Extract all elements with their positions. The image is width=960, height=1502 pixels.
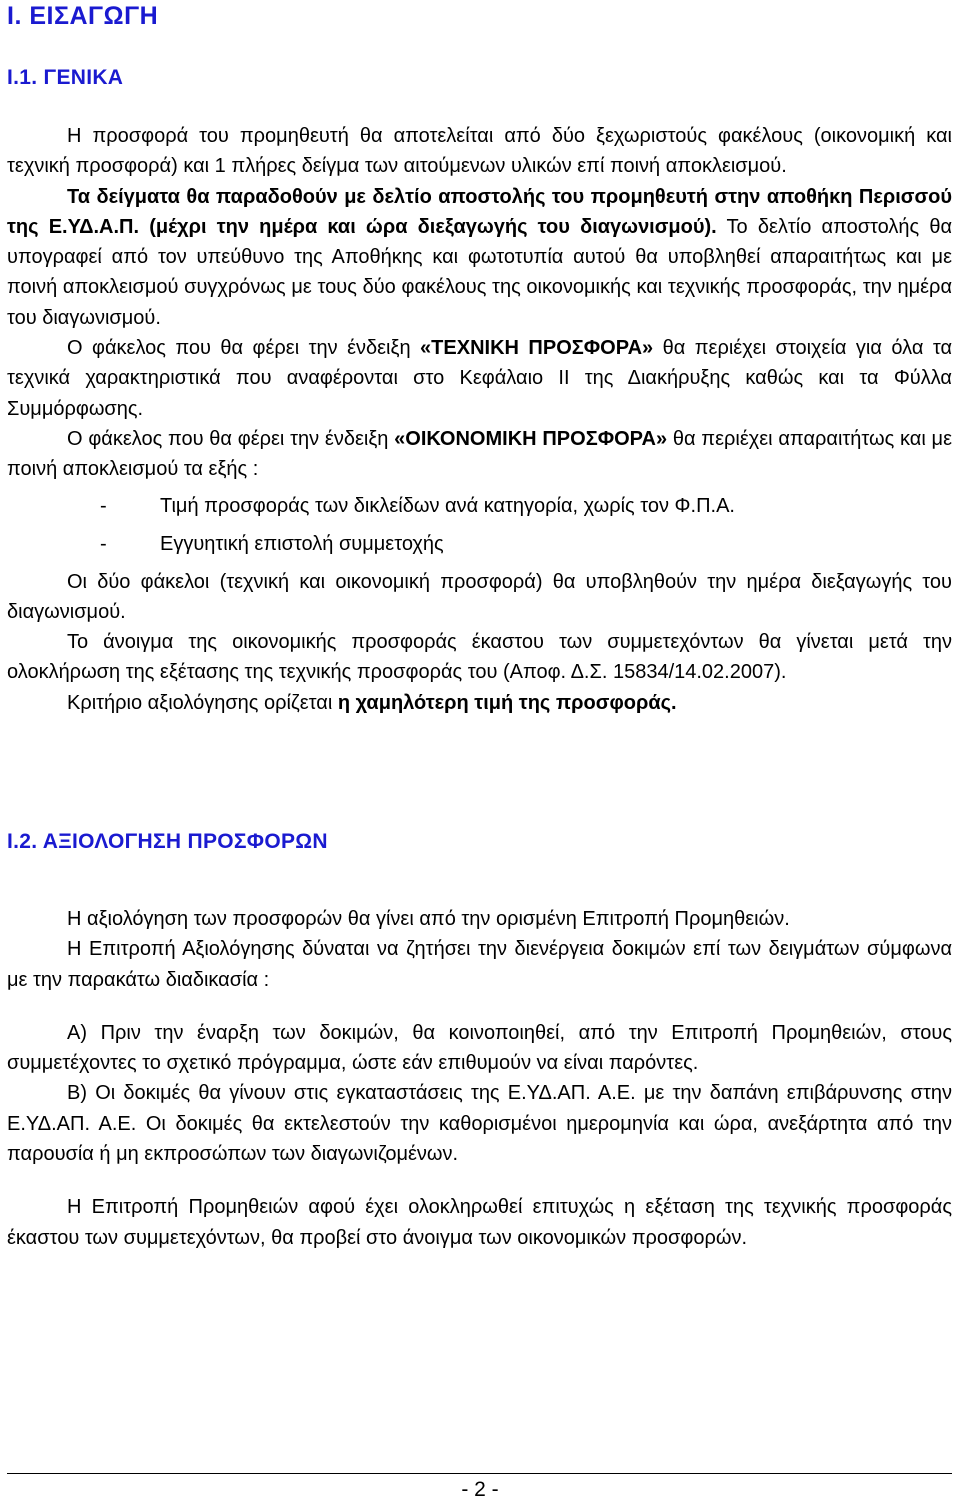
paragraph: Η αξιολόγηση των προσφορών θα γίνει από την ορισμένη Επιτροπή Προμηθειών. [67,908,790,930]
text: θα περιέχει στοιχεία για όλα τα τεχνικά χαρακτηριστικά που αναφέρονται στο Κεφάλαιο ΙΙ της Διακήρυξης καθώς και τα Φύλλα Συμμόρφωσης. [7,337,953,420]
bold-text: Τα δείγματα θα παραδοθούν με δελτίο αποστολής του προμηθευτή στην αποθήκη Περισσού της Ε.ΥΔ.Α.Π. (μέχρι την ημέρα και ώρα διεξαγωγής του διαγωνισμού). [7,185,952,238]
paragraph [7,688,952,718]
page-number: - 2 - [461,1478,499,1501]
dash-marker: - [100,532,107,555]
paragraph: Η Επιτροπή Προμηθειών αφού έχει ολοκληρωθεί επιτυχώς η εξέταση της τεχνικής προσφοράς έκαστου των συμμετεχόντων, θα προβεί στο άνοιγμα των οικονομικών προσφορών. [7,1196,952,1249]
paragraph [7,182,952,333]
paragraph: Β) Οι δοκιμές θα γίνουν στις εγκαταστάσεις της Ε.ΥΔ.ΑΠ. Α.Ε. με την δαπάνη επιβάρυνσης στην Ε.ΥΔ.ΑΠ. Α.Ε. Οι δοκιμές θα εκτελεστούν την καθορισμένοι ημερομηνία και ώρα, ανεξάρτητα από την παρουσία ή μη εκπροσώπων των διαγωνιζομένων. [7,1082,952,1166]
bold-text: η χαμηλότερη τιμή της προσφοράς. [337,691,677,714]
dash-marker: - [100,494,107,517]
text: Κριτήριο αξιολόγησης ορίζεται [67,691,338,714]
paragraph: Οι δύο φάκελοι (τεχνική και οικονομική προσφορά) θα υποβληθούν την ημέρα διεξαγωγής του διαγωνισμού. [7,570,952,623]
list-item-text: Τιμή προσφοράς των δικλείδων ανά κατηγορία, χωρίς τον Φ.Π.Α. [160,494,735,517]
list-item [7,529,952,559]
text: Το δελτίο αποστολής θα υπογραφεί από τον υπεύθυνο της Αποθήκης και φωτοτυπία αυτού θα υποβληθεί απαραιτήτως και με ποινή αποκλεισμού συγχρόνως με τους δύο φακέλους της οικονομικής και τεχνικής προσφοράς, την ημέρα του διαγωνισμού. [7,215,953,329]
bold-text: «ΤΕΧΝΙΚΗ ΠΡΟΣΦΟΡΑ» [420,337,654,360]
text: Ο φάκελος που θα φέρει την ένδειξη [67,337,421,360]
section-1-body [7,121,952,718]
section-1-title: Ι.1. ΓΕΝΙΚΑ [7,66,124,89]
paragraph [7,424,952,485]
paragraph: Η Επιτροπή Αξιολόγησης δύναται να ζητήσει την διενέργεια δοκιμών επί των δειγμάτων σύμφωνα με την παρακάτω διαδικασία : [7,938,952,991]
paragraph [7,333,952,424]
text: Ο φάκελος που θα φέρει την ένδειξη [67,427,395,450]
list-item [7,491,952,521]
footer-divider [7,1473,952,1474]
text: θα περιέχει απαραιτήτως και με ποινή αποκλεισμού τα εξής : [7,427,952,481]
bold-text: «ΟΙΚΟΝΟΜΙΚΗ ΠΡΟΣΦΟΡΑ» [394,427,668,450]
paragraph: Α) Πριν την έναρξη των δοκιμών, θα κοινοποιηθεί, από την Επιτροπή Προμηθειών, στους συμμετέχοντες το σχετικό πρόγραμμα, ώστε εάν επιθυμούν να είναι παρόντες. [7,1021,952,1075]
paragraph: Το άνοιγμα της οικονομικής προσφοράς έκαστου των συμμετεχόντων θα γίνεται μετά την ολοκλήρωση της εξέτασης της τεχνικής προσφοράς του (Αποφ. Δ.Σ. 15834/14.02.2007). [7,631,952,684]
paragraph: Η προσφορά του προμηθευτή θα αποτελείται από δύο ξεχωριστούς φακέλους (οικονομική και τεχνική προσφορά) και 1 πλήρες δείγμα των αιτούμενων υλικών επί ποινή αποκλεισμού. [7,125,952,178]
section-2-title: Ι.2. ΑΞΙΟΛΟΓΗΣΗ ΠΡΟΣΦΟΡΩΝ [7,830,328,853]
list-item-text: Εγγυητική επιστολή συμμετοχής [160,532,444,555]
section-2-body [7,904,952,1253]
main-heading: Ι. ΕΙΣΑΓΩΓΗ [7,2,159,30]
